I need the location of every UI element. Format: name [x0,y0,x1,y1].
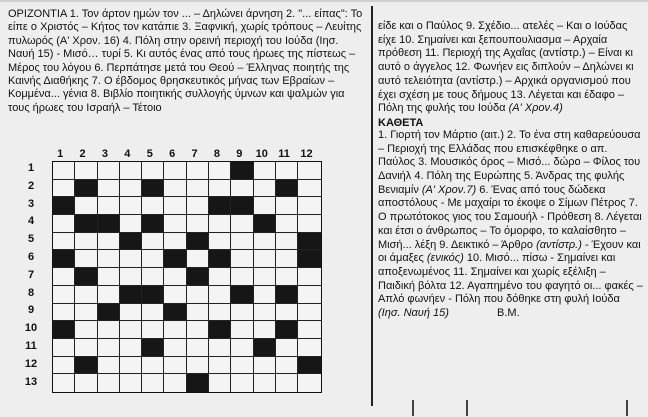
crossword-cell[interactable] [164,215,186,233]
crossword-cell[interactable] [53,215,75,233]
crossword-cell[interactable] [231,250,253,268]
crossword-cell[interactable] [120,197,142,215]
down-reference-1: (Α' Χρον.7) [421,183,477,196]
black-cell [142,180,164,198]
crossword-cell[interactable] [142,250,164,268]
crossword-cell[interactable] [209,215,231,233]
crossword-cell[interactable] [231,233,253,251]
crossword-cell[interactable] [75,197,97,215]
crossword-cell[interactable] [75,321,97,339]
crossword-cell[interactable] [164,180,186,198]
row-number: 4 [27,215,35,228]
crossword-cell[interactable] [164,197,186,215]
crossword-cell[interactable] [254,250,276,268]
black-cell [53,197,75,215]
row-number: 13 [24,375,38,388]
crossword-cell[interactable] [187,304,209,322]
crossword-cell[interactable] [209,339,231,357]
crossword-cell[interactable] [98,197,120,215]
crossword-cell[interactable] [75,374,97,392]
down-antistr: (αντίστρ.) [536,238,582,251]
crossword-cell[interactable] [298,374,320,392]
crossword-cell[interactable] [254,268,276,286]
crossword-cell[interactable] [98,250,120,268]
crossword-cell[interactable] [53,286,75,304]
crossword-cell[interactable] [142,321,164,339]
crossword-cell[interactable] [120,357,142,375]
column-numbers [49,148,318,160]
across-reference: (Α' Χρον.4) [508,102,563,115]
black-cell [254,215,276,233]
black-cell [254,339,276,357]
crossword-cell[interactable] [298,286,320,304]
black-cell [298,357,320,375]
crossword-cell[interactable] [120,180,142,198]
black-cell [276,321,298,339]
crossword-cell[interactable] [231,180,253,198]
column-number: 6 [169,148,176,160]
crossword-cell[interactable] [75,250,97,268]
crossword-cell[interactable] [164,374,186,392]
crossword-cell[interactable] [254,321,276,339]
crossword-cell[interactable] [98,268,120,286]
crossword-cell[interactable] [98,321,120,339]
crossword-cell[interactable] [53,304,75,322]
crossword-cell[interactable] [231,357,253,375]
crossword-cell[interactable] [187,215,209,233]
crossword-cell[interactable] [231,339,253,357]
crossword-cell[interactable] [298,180,320,198]
crossword-cell[interactable] [187,286,209,304]
crossword-cell[interactable] [276,268,298,286]
crossword-cell[interactable] [254,304,276,322]
row-number: 8 [27,286,35,299]
column-number: 7 [191,148,198,160]
black-cell [276,180,298,198]
crossword-cell[interactable] [209,304,231,322]
crossword-cell[interactable] [187,321,209,339]
crossword-cell[interactable] [164,233,186,251]
crossword-cell[interactable] [164,321,186,339]
black-cell [164,250,186,268]
crossword-cell[interactable] [298,321,320,339]
crossword-cell[interactable] [276,304,298,322]
crossword-cell[interactable] [120,321,142,339]
black-cell [187,374,209,392]
crossword-cell[interactable] [276,162,298,180]
crossword-cell[interactable] [254,197,276,215]
crossword-cell[interactable] [53,268,75,286]
black-cell [231,197,253,215]
crossword-cell[interactable] [231,374,253,392]
clues-right-column [378,20,644,321]
crossword-cell[interactable] [98,162,120,180]
crossword-cell[interactable] [164,286,186,304]
crossword-cell[interactable] [75,162,97,180]
crossword-cell[interactable] [298,162,320,180]
crossword-cell[interactable] [53,357,75,375]
crossword-cell[interactable] [231,321,253,339]
crossword-cell[interactable] [298,268,320,286]
across-clues-continued [378,20,644,116]
column-number: 10 [255,148,268,160]
crossword-cell[interactable] [254,233,276,251]
crossword-cell[interactable] [254,357,276,375]
crossword-cell[interactable] [209,233,231,251]
black-cell [209,250,231,268]
black-cell [298,233,320,251]
crossword-cell[interactable] [164,357,186,375]
crossword-cell[interactable] [187,357,209,375]
row-number: 10 [24,322,38,335]
black-cell [120,286,142,304]
crossword-cell[interactable] [276,197,298,215]
crossword-cell[interactable] [254,180,276,198]
crossword-cell[interactable] [98,180,120,198]
crossword-cell[interactable] [276,374,298,392]
crossword-cell[interactable] [187,339,209,357]
black-cell [75,215,97,233]
down-heading: ΚΑΘΕΤΑ [378,116,424,129]
crossword-cell[interactable] [187,197,209,215]
black-cell [276,286,298,304]
crossword-cell[interactable] [298,339,320,357]
black-cell [142,286,164,304]
scan-mark-3 [626,400,628,416]
crossword-cell[interactable] [98,339,120,357]
black-cell [209,321,231,339]
black-cell [298,250,320,268]
black-cell [75,268,97,286]
down-clues-part1: 1. Γιορτή τον Μάρτιο (αιτ.) 2. Το ένα στη καθαρεύουσα – Περιοχή της Ελλάδας που επισκέφθηκε ο απ. Παύλος 3. Μουσικός όρος – Μισό... δώρο – Φίλος του Δανιήλ 4. Πόλη της Ευρώπης 5. Άνδρας της φυλής Βενιαμίν [378,128,641,196]
column-number: 8 [213,148,220,160]
crossword-cell[interactable] [53,162,75,180]
crossword-cell[interactable] [298,197,320,215]
down-clues-part3: - Έχουν και οι άμαξες [378,238,641,265]
column-number: 4 [124,148,131,160]
crossword-cell[interactable] [254,374,276,392]
crossword-cell[interactable] [120,268,142,286]
across-clues-text [8,8,366,115]
scan-mark-1 [412,400,414,416]
crossword-cell[interactable] [142,304,164,322]
crossword-cell[interactable] [164,162,186,180]
row-number: 12 [24,357,38,370]
down-reference-2: (Ιησ. Ναυή 15) [378,307,449,320]
column-number: 12 [300,148,313,160]
crossword-cell[interactable] [53,233,75,251]
row-number: 9 [27,304,35,317]
crossword-cell[interactable] [209,374,231,392]
crossword-cell[interactable] [276,339,298,357]
down-enikos: (ενικός) [426,252,464,265]
scan-mark-2 [466,400,468,416]
down-clues-part4: 10. Μισό... πίσω - Σημαίνει και αποξενωμένος 11. Σημαίνει και χωρίς εξέλιξη – Παιδική βόλτα 12. Αγαπημένο του φαγητό οι... φακές – Απλό φωνήεν - Πόλη που δόθηκε στη φυλή Ιούδα [378,252,643,306]
row-number: 5 [27,233,35,246]
crossword-cell[interactable] [231,268,253,286]
across-clues-body: 1. Τον άρτον ημών τον ... – Δηλώνει άρνηση 2. "... είπας": Το είπε ο Χριστός – Κήτος τον κατάπιε 3. Ξαφνική, χωρίς τρόπους – Λευίτης πυλωρός (Α' Χρον. 16) 4. Πόλη στην ορεινή περιοχή του Ιούδα (Ιησ. Ναυή 15) - Μισό… τυρί 5. Κι αυτός ένας από τους ήρωες της πίστεως – Μέρος του λόγου 6. Περπάτησε μετά του Θεού – Έλληνας ποιητής της Καινής Διαθήκης 7. Ο έβδομος θρησκευτικός μήνας των Εβραίων – Κομμένα... γένια 8. Βιβλίο ποιητικής συλλογής ύμνων και ψαλμών για τους ήρωες του Ισραήλ – Τέτοιο [8,8,363,114]
crossword-cell[interactable] [209,357,231,375]
column-divider [371,6,373,406]
crossword-cell[interactable] [142,374,164,392]
crossword-cell[interactable] [120,162,142,180]
black-cell [187,268,209,286]
crossword-cell[interactable] [98,233,120,251]
black-cell [142,339,164,357]
crossword-cell[interactable] [75,286,97,304]
crossword-cell[interactable] [276,215,298,233]
black-cell [75,357,97,375]
crossword-cell[interactable] [53,339,75,357]
column-number: 9 [236,148,243,160]
crossword-cell[interactable] [187,250,209,268]
crossword-cell[interactable] [254,162,276,180]
black-cell [142,215,164,233]
crossword-cell[interactable] [120,215,142,233]
row-number: 1 [27,162,35,174]
crossword-cell[interactable] [53,180,75,198]
crossword-cell[interactable] [187,162,209,180]
crossword-cell[interactable] [98,357,120,375]
crossword-cell[interactable] [75,233,97,251]
crossword-cell[interactable] [142,162,164,180]
column-number: 2 [79,148,86,160]
crossword-cell[interactable] [231,304,253,322]
crossword-cell[interactable] [120,304,142,322]
row-number: 7 [27,268,35,281]
black-cell [187,233,209,251]
crossword-cell[interactable] [142,197,164,215]
crossword-cell[interactable] [53,374,75,392]
black-cell [53,321,75,339]
top-border [0,0,648,2]
crossword-cell[interactable] [276,233,298,251]
crossword-cell[interactable] [120,250,142,268]
crossword-cell[interactable] [75,304,97,322]
black-cell [98,304,120,322]
crossword-cell[interactable] [276,250,298,268]
crossword-grid [52,161,322,393]
crossword-cell[interactable] [98,286,120,304]
column-number: 1 [57,148,64,160]
black-cell [231,286,253,304]
crossword-cell[interactable] [298,215,320,233]
across-clues-left [8,8,366,115]
black-cell [164,304,186,322]
crossword-cell[interactable] [164,268,186,286]
crossword-cell[interactable] [276,357,298,375]
down-clues-text [378,129,644,321]
crossword-cell[interactable] [75,339,97,357]
crossword-cell[interactable] [142,268,164,286]
crossword-cell[interactable] [209,180,231,198]
row-number: 2 [27,179,35,192]
crossword-cell[interactable] [98,374,120,392]
column-number: 11 [278,148,290,160]
crossword-cell[interactable] [142,357,164,375]
black-cell [120,233,142,251]
crossword-cell[interactable] [209,286,231,304]
black-cell [231,162,253,180]
crossword-cell[interactable] [142,233,164,251]
crossword-cell[interactable] [209,268,231,286]
black-cell [209,197,231,215]
column-number: 5 [146,148,153,160]
row-number: 6 [27,250,35,263]
crossword-cell[interactable] [187,180,209,198]
crossword-cell[interactable] [209,162,231,180]
row-number: 3 [27,197,35,210]
across-clues-continued-body: είδε και ο Παύλος 9. Σχέδιο... ατελές – Και ο Ιούδας είχε 10. Σημαίνει και ξεπουπουλιασμα – Αρχαία πρόθεση 11. Περιοχή της Αχαΐας (αντίστρ.) – Είναι κι αυτό ο άγγελος 12. Φωνήεν εις διπλούν – Δηλώνει κι αυτό τελειότητα (αντίστρ.) – Αρχικά οργανισμού που έχει σχέση με τους δήμους 13. Λέγεται και έδαφο – Πόλη της φυλής του Ιούδα [378,20,634,115]
crossword-grid-area [17,148,331,396]
crossword-cell[interactable] [298,304,320,322]
down-clues-part2: 6. Ένας από τους δώδεκα αποστόλους - Με μαχαίρι το έκοψε ο Σίμων Πέτρος 7. Ο πρωτότοκος γιος του Σαμουήλ - Πρόθεση 8. Λέγεται και έτσι ο άνθρωπος – Το όμορφο, το καλαίσθητο – Μισή... λέξη 9. Δεικτικό – Άρθρο [378,183,642,251]
crossword-cell[interactable] [254,286,276,304]
across-heading: ΟΡΙΖΟΝΤΙΑ [8,8,67,20]
row-number: 11 [25,339,37,352]
black-cell [98,215,120,233]
column-number: 3 [101,148,109,160]
crossword-cell[interactable] [120,374,142,392]
row-numbers [17,160,45,391]
signature: Β.Μ. [497,307,520,320]
black-cell [53,250,75,268]
black-cell [75,180,97,198]
crossword-cell[interactable] [231,215,253,233]
crossword-cell[interactable] [120,339,142,357]
crossword-cell[interactable] [164,339,186,357]
